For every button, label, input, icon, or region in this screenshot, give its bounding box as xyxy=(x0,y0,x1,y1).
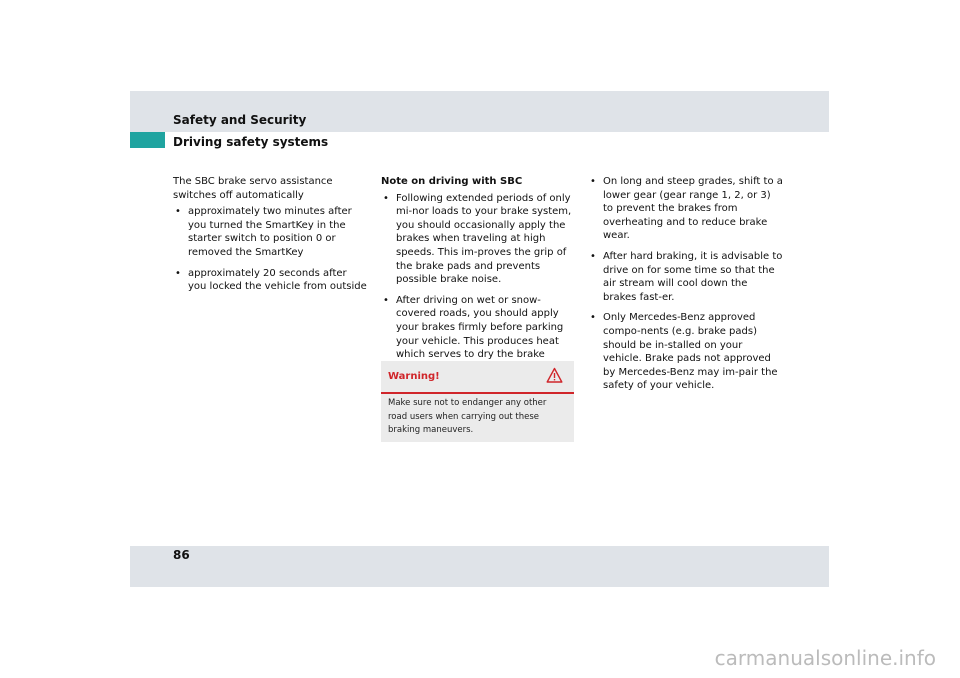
footer-band xyxy=(130,546,829,587)
column-1 xyxy=(173,175,368,301)
section-tab-marker xyxy=(130,132,165,148)
section-title: Safety and Security xyxy=(173,113,307,127)
bullet-list xyxy=(381,192,576,376)
list-item: • Only Mercedes-Benz approved compo-nents (e.g. brake pads) should be in-stalled on your vehicle. Brake pads not approved by Mercedes-Benz may im-pair the safety of your vehicle. xyxy=(588,311,783,393)
list-item: • approximately two minutes after you turned the SmartKey in the starter switch to position 0 or removed the SmartKey xyxy=(173,205,368,259)
warning-divider xyxy=(381,392,574,394)
paragraph-heading: Note on driving with SBC xyxy=(381,176,523,187)
list-item: • Following extended periods of only mi-nor loads to your brake system, you should occasionally apply the brakes when traveling at high speeds. This im-proves the grip of the brake pads and prevents possible brake noise. xyxy=(381,192,576,287)
watermark-text: carmanualsonline.info xyxy=(714,646,936,670)
list-item: • approximately 20 seconds after you locked the vehicle from outside xyxy=(173,267,368,294)
list-item: • On long and steep grades, shift to a lower gear (gear range 1, 2, or 3) to prevent the brakes from overheating and to reduce brake wear. xyxy=(588,175,783,243)
column-2 xyxy=(381,175,576,382)
subsection-title: Driving safety systems xyxy=(173,135,329,149)
bullet-list xyxy=(588,175,783,393)
bullet-list xyxy=(173,205,368,294)
column-3 xyxy=(588,175,783,400)
page-number: 86 xyxy=(173,548,190,562)
intro-paragraph: The SBC brake servo assistance switches off automatically xyxy=(173,176,333,201)
warning-box xyxy=(381,361,574,442)
warning-title: Warning! xyxy=(388,371,440,382)
warning-triangle-icon xyxy=(546,367,563,384)
list-item: • After driving on wet or snow-covered roads, you should apply your brakes firmly before parking your vehicle. This produces heat which serves to dry the brake xyxy=(381,294,576,376)
list-item: • After hard braking, it is advisable to drive on for some time so that the air stream will cool down the brakes fast-er. xyxy=(588,250,783,304)
warning-text: Make sure not to endanger any other road users when carrying out these braking maneuvers. xyxy=(388,398,547,435)
